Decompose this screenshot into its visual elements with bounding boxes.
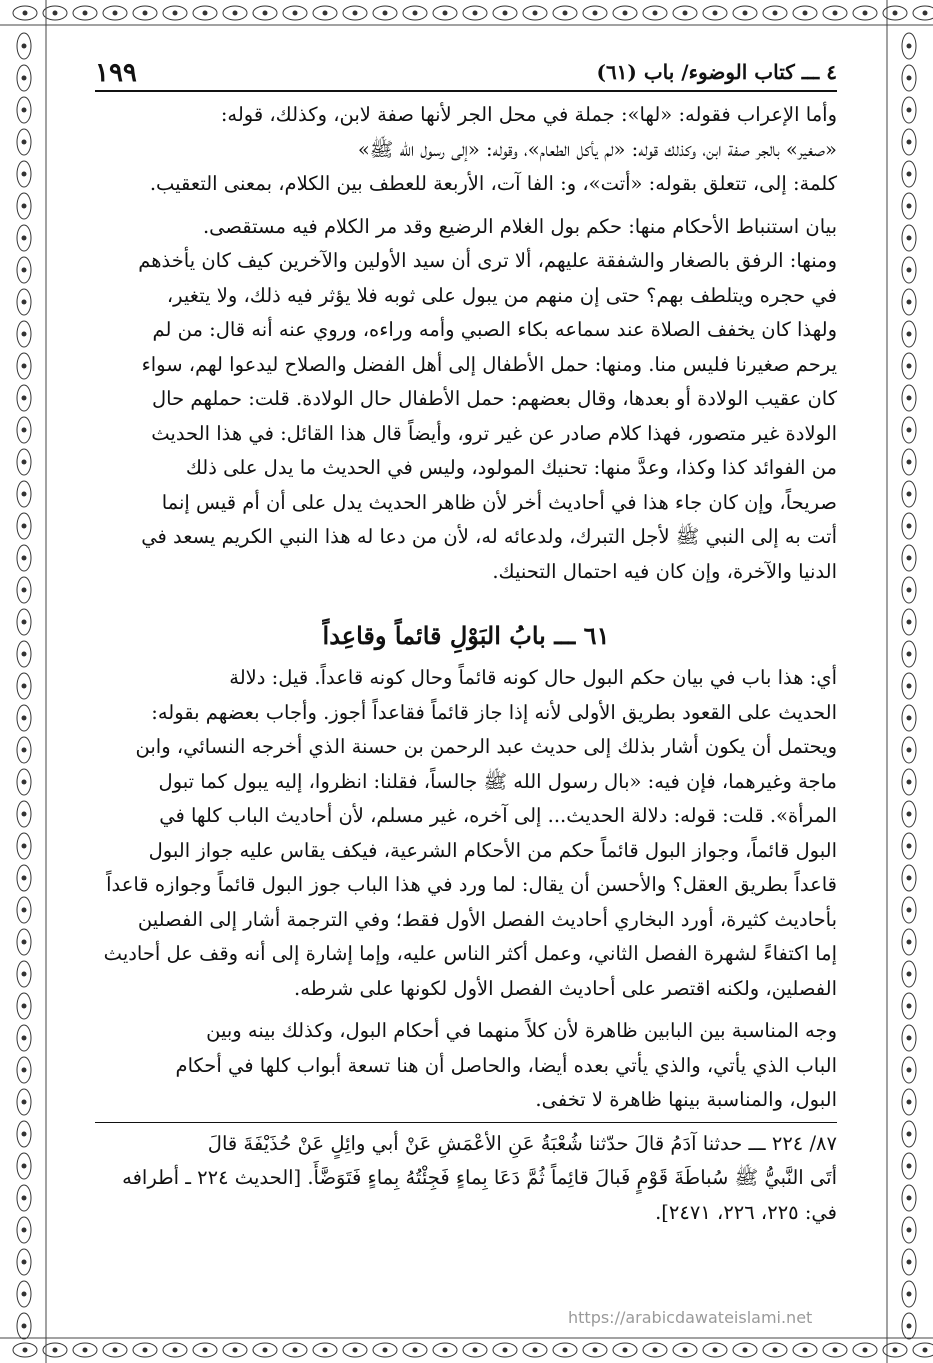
watermark-url: https://arabicdawateislami.net (568, 1308, 813, 1327)
text-line: ويحتمل أن يكون أشار بذلك إلى حديث عبد الرحمن بن حسنة الذي أخرجه النسائي، وابن (135, 735, 837, 758)
text-line: وجه المناسبة بين البابين ظاهرة لأن كلاً منهما في أحكام البول، وكذلك بينه وبين (206, 1019, 837, 1042)
text-line: ومنها: الرفق بالصغار والشفقة عليهم، ألا ترى أن سيد الأولين والآخرين كيف كان يأخذهم (138, 249, 837, 272)
text-line: قاعداً بطريق العقل؟ والأحسن أن يقال: لما ورد في هذا الباب جوز البول قائماً وجوازه قاعداً (106, 873, 837, 896)
page-number: ١٩٩ (95, 58, 137, 88)
hadith-line: ٨٧/ ٢٢٤ ـــ حدثنا آدَمُ قالَ حدّثنا شُعْبَةُ عَنِ الأعْمَشِ عَنْ أبي وائِلٍ عَنْ حُذَيْفَةَ قالَ (207, 1131, 837, 1155)
text-line: المرأة». قلت: قوله: دلالة الحديث... إلى آخره، غير مسلم، لأن أحاديث الباب كلها في (159, 804, 837, 827)
paragraph-relevance (95, 1014, 837, 1118)
hadith-block (95, 1127, 837, 1231)
border-ornament-bottom (0, 1337, 933, 1363)
text-line: في حجره ويتلطف بهم؟ حتى إن منهم من يبول على ثوبه فلا يؤثر فيه ذلك، ولا يتغير، (166, 283, 837, 307)
text-line: ماجة وغيرهما، فإن فيه: «بال رسول الله ﷺ جالساً، فقلنا: انظروا، إليه يبول كما تبول (158, 769, 837, 793)
page-border-right (885, 0, 933, 1363)
page-header (95, 52, 837, 92)
text-line: بأحاديث كثيرة، أورد البخاري أحاديث الفصل الأول فقط؛ وفي الترجمة أشار إلى الفصلين (137, 907, 837, 931)
text-line: الولادة غير متصور، فهذا كلام صادر عن غير ترو، وأيضاً قال هذا القائل: في هذا الحديث (151, 421, 837, 445)
text-line: بيان استنباط الأحكام منها: حكم بول الغلام الرضيع وقد مر الكلام فيه مستقصى. (202, 214, 837, 238)
text-line: البول، والمناسبة بينها ظاهرة لا تخفى. (535, 1088, 837, 1111)
text-line: الباب الذي يأتي، والذي يأتي بعده أيضا، والحاصل أن هنا تسعة أبواب كلها في أحكام (175, 1053, 837, 1077)
book-page (95, 52, 837, 1322)
text-line: «صغير» بالجر صفة ابن، وكذلك قوله: «لم يأكل الطعام»، وقوله: «إلى رسول الله ﷺ» (357, 137, 837, 161)
text-line: الحديث على القعود بطريق الأولى لأنه إذا جاز قائماً فقاعداً أجوز. وأجاب بعضهم بقوله: (151, 700, 837, 724)
border-ornament-left (0, 0, 48, 1363)
text-line: البول قائماً، وجواز البول قائماً حكم من الأحكام الشرعية، فيكف يقاس عليه جواز البول (148, 838, 837, 862)
hadith-line: أتَى النَّبيُّ ﷺ سُباطَةَ قَوْمٍ فَبالَ قائِماً ثُمَّ دَعَا بِماءٍ فَجِئْتُهُ بِماءٍ فَتَوَضَّأَ. [الحديث ٢٢٤ ـ أطرافه (122, 1166, 837, 1189)
text-line: صريحاً، وإن كان جاء هذا في أحاديث أخر لأن ظاهر الحديث يدل على أن أم قيس إنما (161, 490, 837, 514)
text-line: من الفوائد كذا وكذا، وعدَّ منها: تحنيك المولود، وليس في الحديث ما يدل على ذلك (185, 456, 837, 479)
text-line: كان عقيب الولادة أو بعدها، وقال بعضهم: حمل الأطفال حال الولادة. قلت: حملهم حال (151, 387, 837, 410)
hadith-line: في: ٢٢٥، ٢٢٦، ٢٤٧١]. (655, 1200, 837, 1224)
text-line: الدنيا والآخرة، وإن كان فيه احتمال التحنيك. (492, 559, 837, 583)
page-border-left (0, 0, 48, 1363)
text-line: الفصلين، ولكنه اقتصر على أحاديث الفصل الأول لكونها على شرطه. (294, 976, 837, 1000)
text-line: أي: هذا باب في بيان حكم البول حال كونه قائماً وحال كونه قاعداً. قيل: دلالة (229, 666, 837, 689)
text-line: ولهذا كان يخفف الصلاة عند سماعه بكاء الصبي وأمه وراءه، وروي عنه أنه قال: من لم (152, 318, 837, 341)
running-title: ٤ ـــ كتاب الوضوء/ باب (٦١) (596, 60, 837, 84)
paragraph-chapter-explanation (95, 661, 837, 1006)
paragraph-rulings (95, 210, 837, 590)
page-border-top (0, 0, 933, 26)
border-ornament-right (885, 0, 933, 1363)
page-border-bottom (0, 1337, 933, 1363)
chapter-title: ٦١ ـــ بابُ البَوْلِ قائماً وقاعِداً (322, 621, 610, 650)
text-line: أتت به إلى النبي ﷺ لأجل التبرك، ولدعائه له، لأن من دعا له هذا النبي الكريم يسعد في (141, 525, 837, 548)
text-line: كلمة: إلى، تتعلق بقوله: «أتت»، و: الفا آت، الأربعة للعطف بين الكلام، بمعنى التعقيب. (149, 172, 837, 195)
section-divider (95, 1122, 837, 1123)
text-line: يرحم صغيرنا فليس منا. ومنها: حمل الأطفال إلى أهل الفضل والصلاح ليدعوا لهم، سواء (141, 352, 837, 376)
border-ornament-top (0, 0, 933, 26)
text-line: وأما الإعراب فقوله: «لها»: جملة في محل الجر لأنها صفة لابن، وكذلك، قوله: (220, 103, 837, 126)
paragraph-grammar (95, 98, 837, 202)
text-line: إما اكتفاءً لشهرة الفصل الثاني، وعمل أكثر الناس عليه، وإما إشارة إلى أنه وقف عل أحاديث (103, 942, 837, 965)
